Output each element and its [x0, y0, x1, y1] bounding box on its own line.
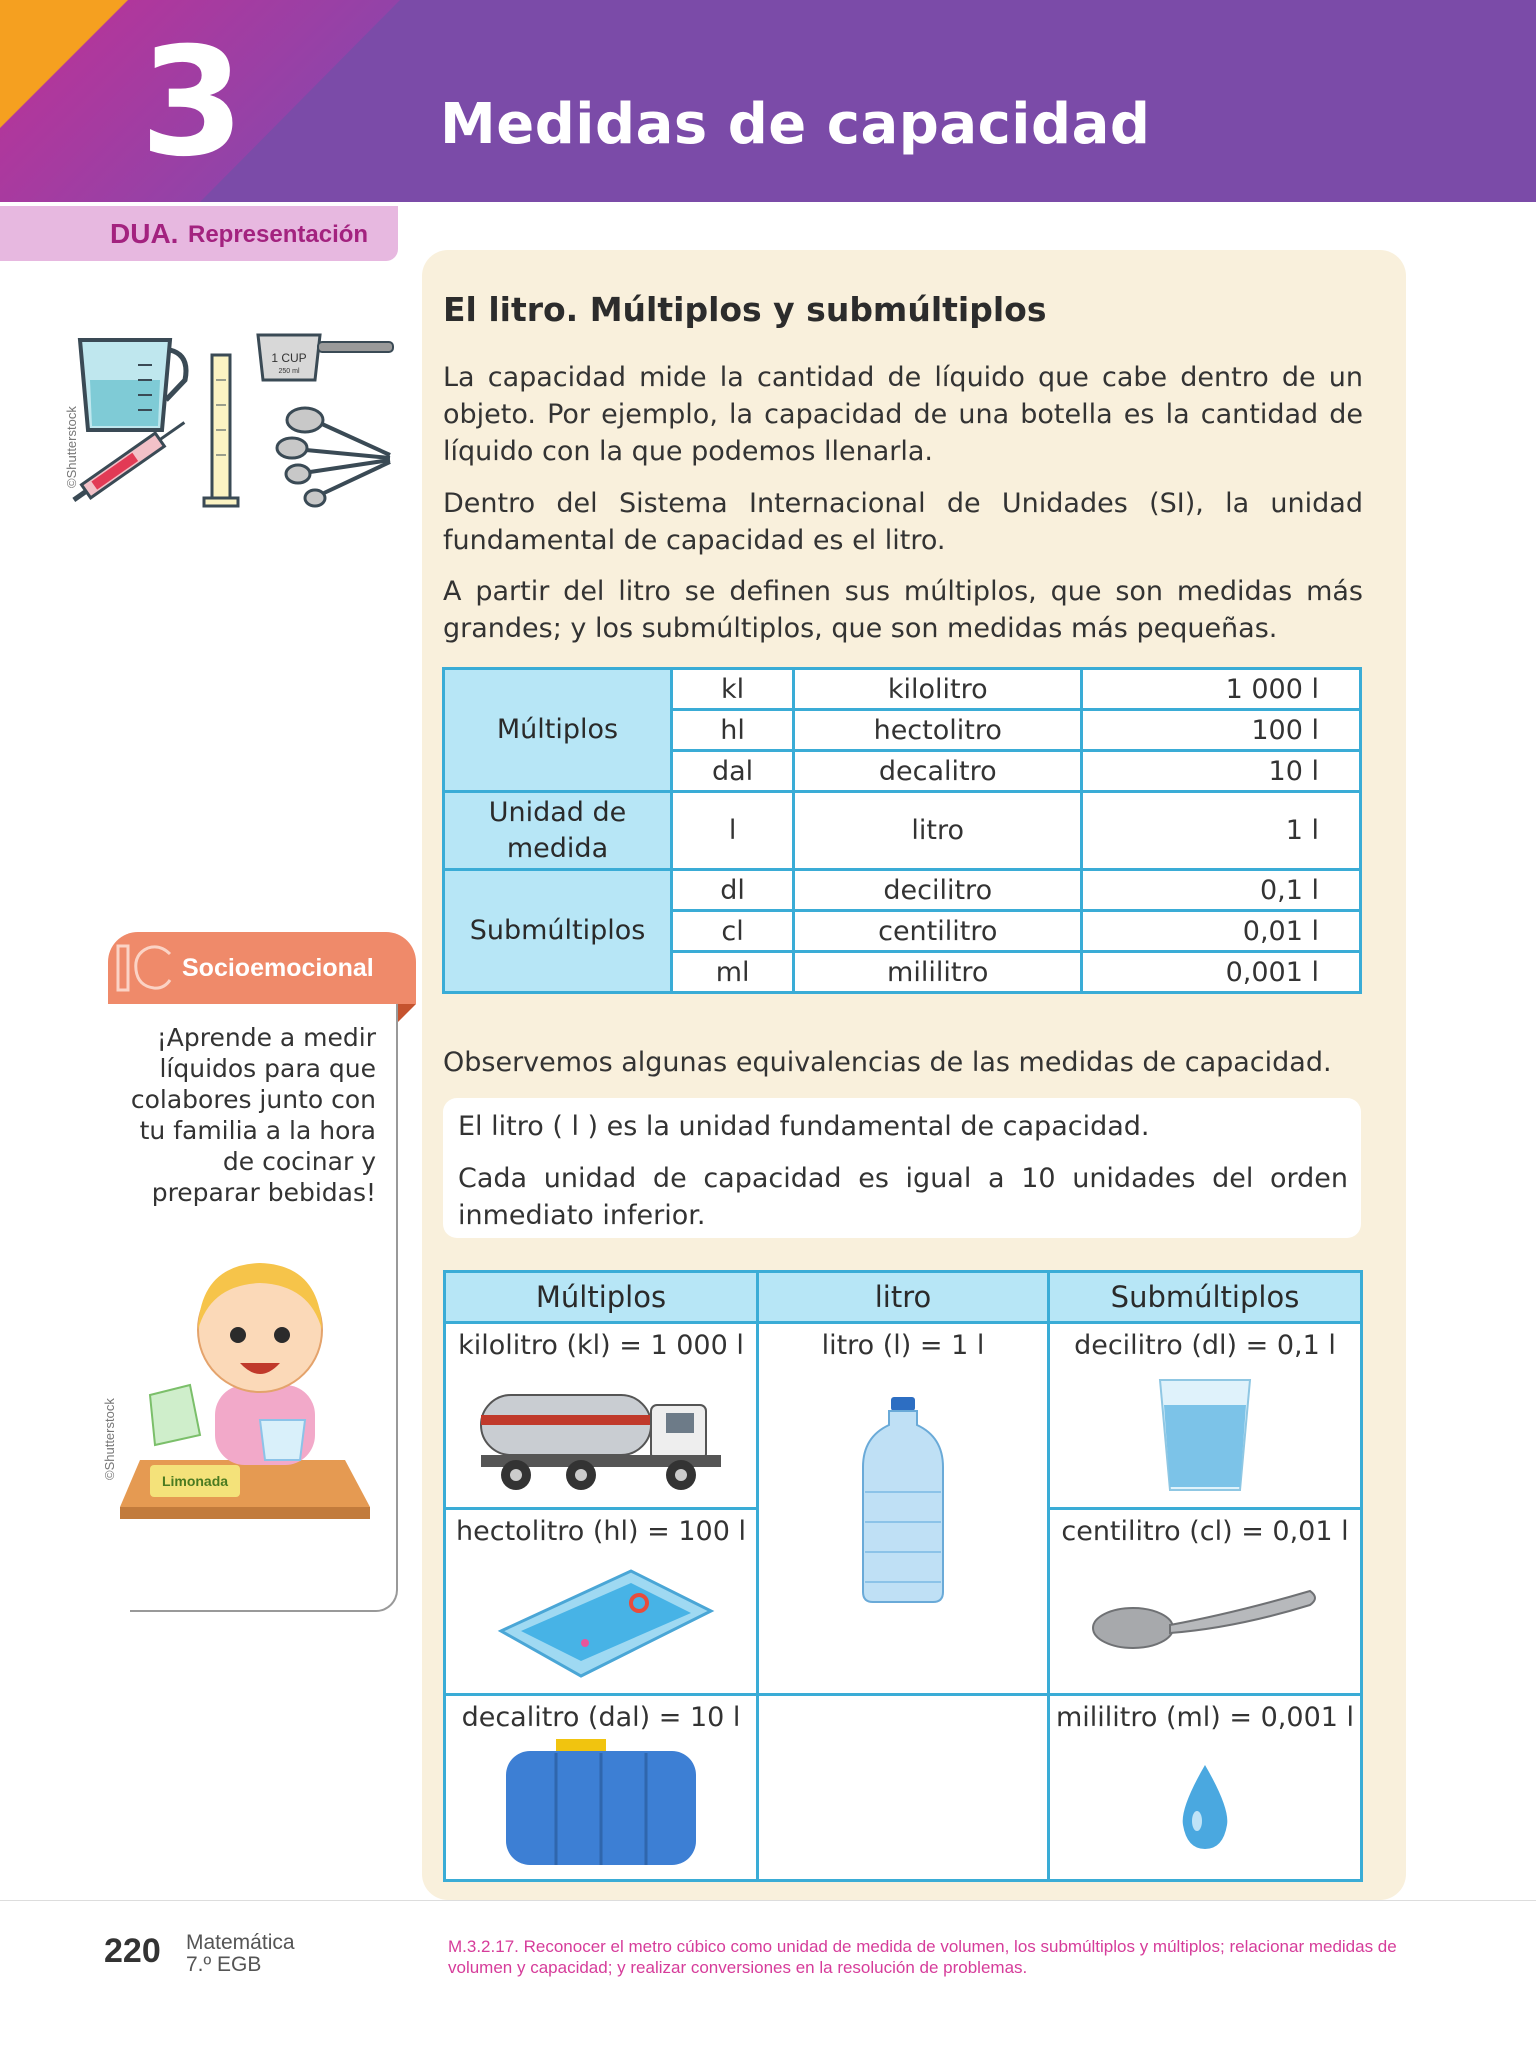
group-submultiples: Submúltiplos [444, 870, 672, 993]
label-litro: litro (l) = 1 l [821, 1330, 985, 1361]
dua-tag [0, 206, 398, 261]
unit-value: 100 l [1082, 710, 1361, 751]
unit-symbol: cl [672, 911, 794, 952]
label-hectolitro: hectolitro (hl) = 100 l [456, 1516, 746, 1547]
dua-type: Representación [188, 221, 369, 248]
swimming-pool-icon [481, 1561, 721, 1681]
table-row [444, 870, 1361, 911]
cell-centilitro [1049, 1509, 1362, 1695]
footer-divider [0, 1900, 1536, 1901]
water-bottle-icon [853, 1397, 953, 1607]
section-title: El litro. Múltiplos y submúltiplos [443, 290, 1047, 329]
svg-text:250 ml: 250 ml [278, 368, 300, 375]
cell-mililitro [1049, 1695, 1362, 1881]
unit-value: 0,001 l [1082, 952, 1361, 993]
note-box [443, 1098, 1361, 1238]
socioemocional-label: Socioemocional [182, 954, 374, 982]
table-row [445, 1695, 1362, 1881]
measuring-jug-icon [80, 340, 186, 430]
water-drop-icon [1175, 1763, 1235, 1853]
paragraph-si-unit: Dentro del Sistema Internacional de Unidades (SI), la unidad fundamental de capacidad es el litro. [443, 488, 1363, 556]
unit-value: 10 l [1082, 751, 1361, 792]
subject-name: Matemática [186, 1931, 295, 1954]
tab-fold-decoration [398, 1004, 416, 1022]
unit-name: mililitro [794, 952, 1082, 993]
paragraph-multiples: A partir del litro se definen sus múltiplos, que son medidas más grandes; y los submúltiplos, que son medidas más pequeñas. [443, 576, 1363, 644]
subject-info [186, 1932, 295, 1976]
unit-symbol: dal [672, 751, 794, 792]
label-decilitro: decilitro (dl) = 0,1 l [1074, 1330, 1336, 1361]
measuring-tools-illustration [60, 320, 400, 520]
graduated-cylinder-icon [204, 355, 238, 506]
units-table [442, 667, 1362, 994]
observe-text: Observemos algunas equivalencias de las medidas de capacidad. [443, 1047, 1332, 1078]
cell-empty [758, 1695, 1049, 1881]
cell-hectolitro [445, 1509, 758, 1695]
header-multiples: Múltiplos [445, 1272, 758, 1323]
group-unit: Unidad de medida [444, 792, 672, 870]
table-row [444, 792, 1361, 870]
page-number: 220 [104, 1932, 161, 1970]
equivalence-table [443, 1270, 1363, 1882]
measuring-cup-icon [258, 335, 393, 380]
header-submultiples: Submúltiplos [1049, 1272, 1362, 1323]
note-line-2: Cada unidad de capacidad es igual a 10 unidades del orden inmediato inferior. [458, 1163, 1348, 1231]
ic-logo-icon [114, 940, 176, 996]
label-centilitro: centilitro (cl) = 0,01 l [1061, 1516, 1349, 1547]
label-mililitro: mililitro (ml) = 0,001 l [1055, 1702, 1355, 1733]
unit-value: 0,1 l [1082, 870, 1361, 911]
label-kilolitro: kilolitro (kl) = 1 000 l [458, 1330, 744, 1361]
spoon-icon [1085, 1573, 1325, 1663]
unit-symbol: hl [672, 710, 794, 751]
unit-value: 1 l [1082, 792, 1361, 870]
unit-symbol: l [672, 792, 794, 870]
table-row [444, 669, 1361, 710]
unit-name: decilitro [794, 870, 1082, 911]
dua-label: DUA. [110, 218, 179, 249]
image-credit: ©Shutterstock [64, 406, 79, 488]
cell-decilitro [1049, 1323, 1362, 1509]
cell-kilolitro [445, 1323, 758, 1509]
note-line-1: El litro ( l ) es la unidad fundamental de capacidad. [458, 1111, 1150, 1142]
cell-decalitro [445, 1695, 758, 1881]
unit-name: decalitro [794, 751, 1082, 792]
group-multiples: Múltiplos [444, 669, 672, 792]
cell-litro [758, 1323, 1049, 1695]
unit-title: Medidas de capacidad [440, 92, 1151, 157]
unit-symbol: kl [672, 669, 794, 710]
image-credit: ©Shutterstock [102, 1398, 117, 1480]
tanker-truck-icon [471, 1375, 731, 1495]
unit-number: 3 [140, 16, 245, 190]
header-liter: litro [758, 1272, 1049, 1323]
unit-name: litro [794, 792, 1082, 870]
label-decalitro: decalitro (dal) = 10 l [461, 1702, 741, 1733]
table-header-row [445, 1272, 1362, 1323]
table-row [445, 1323, 1362, 1509]
svg-text:1 CUP: 1 CUP [271, 351, 307, 365]
unit-name: kilolitro [794, 669, 1082, 710]
measuring-spoons-icon [277, 408, 390, 506]
unit-name: centilitro [794, 911, 1082, 952]
water-glass-icon [1150, 1375, 1260, 1495]
unit-value: 0,01 l [1082, 911, 1361, 952]
girl-cooking-illustration [110, 1235, 380, 1545]
grade-level: 7.º EGB [186, 1953, 262, 1976]
curriculum-standard: M.3.2.17. Reconocer el metro cúbico como unidad de medida de volumen, los submúltiplos y múltiplos; relacionar medidas de volumen y capacidad; y realizar conversiones en la resolución de problemas. [448, 1937, 1397, 1977]
unit-name: hectolitro [794, 710, 1082, 751]
socioemocional-text: ¡Aprende a medir líquidos para que colabores junto con tu familia a la hora de cocinar y preparar bebidas! [130, 1023, 376, 1207]
unit-value: 1 000 l [1082, 669, 1361, 710]
unit-symbol: ml [672, 952, 794, 993]
paragraph-capacity-definition: La capacidad mide la cantidad de líquido que cabe dentro de un objeto. Por ejemplo, la capacidad de una botella es la cantidad de líquido con la que podemos llenarla. [443, 362, 1363, 467]
water-tank-icon [496, 1739, 706, 1865]
socioemocional-tab [108, 932, 416, 1004]
svg-text:Limonada: Limonada [161, 1473, 229, 1489]
unit-symbol: dl [672, 870, 794, 911]
